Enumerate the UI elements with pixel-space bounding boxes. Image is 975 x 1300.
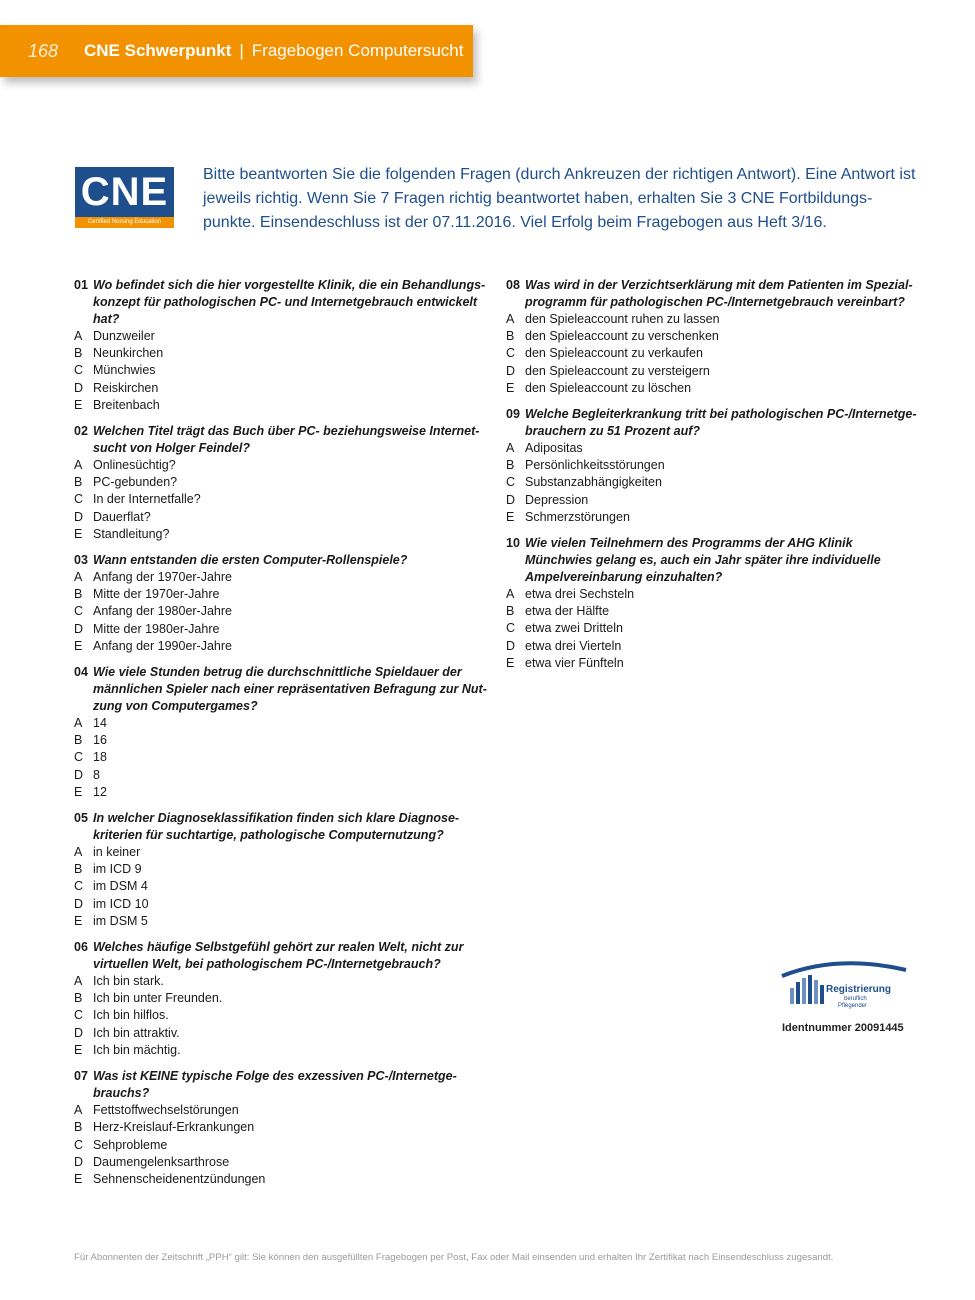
question-text: Wie vielen Teilnehmern des Programms der AHG Klinik Münchwies gelang es, auch ein Jahr später ihre individuelle Ampelvereinbarung einzuhalten? xyxy=(525,536,881,585)
answer-text: Ich bin attraktiv. xyxy=(93,1025,180,1040)
answer-letter: C xyxy=(506,621,516,636)
footer-note: Für Abonnenten der Zeitschrift „PPH“ gilt: Sie können den ausgefüllten Fragebogen per Post, Fax oder Mail einsenden und erhalten Ihr Zertifikat nach Einsendeschluss zugesandt. xyxy=(74,1252,834,1263)
question-05 xyxy=(74,810,489,930)
answer-option[interactable] xyxy=(74,457,489,474)
question-number: 09 xyxy=(506,407,520,422)
answer-text: Standleitung? xyxy=(93,526,170,541)
answer-letter: D xyxy=(506,492,516,507)
intro-text: Bitte beantworten Sie die folgenden Fragen (durch Ankreuzen der richtigen Antwort). Eine Antwort ist jeweils richtig. Wenn Sie 7 Fragen richtig beantwortet haben, erhalten Sie 3 CNE Fortbildungspunkte. Einsendeschluss ist der 07.11.2016. Viel Erfolg beim Fragebogen aus Heft 3/16. xyxy=(203,166,916,231)
answer-option[interactable] xyxy=(74,844,489,861)
question-header xyxy=(74,939,489,973)
answer-option[interactable] xyxy=(506,311,921,328)
answer-text: Dunzweiler xyxy=(93,329,155,343)
question-text: Wann entstanden die ersten Computer-Rollenspiele? xyxy=(93,553,408,568)
question-number: 06 xyxy=(74,940,88,955)
answer-option[interactable] xyxy=(506,363,921,380)
question-header xyxy=(74,277,489,328)
answer-text: den Spieleaccount zu löschen xyxy=(525,380,692,395)
answer-text: 16 xyxy=(93,733,107,748)
answer-letter: A xyxy=(506,441,515,456)
answer-letter: A xyxy=(506,312,515,326)
page-number: 168 xyxy=(28,40,59,61)
answer-letter: E xyxy=(74,1042,83,1057)
answer-text: den Spieleaccount ruhen zu lassen xyxy=(525,312,720,326)
answer-option[interactable] xyxy=(506,492,921,509)
answer-option[interactable] xyxy=(74,913,489,930)
answer-text: Anfang der 1990er-Jahre xyxy=(93,638,232,653)
answer-text: Ich bin unter Freunden. xyxy=(93,991,223,1006)
question-number: 05 xyxy=(74,811,88,826)
answer-text: Neunkirchen xyxy=(93,346,164,361)
answer-letter: C xyxy=(506,475,516,490)
answer-option[interactable] xyxy=(74,1171,489,1188)
answer-option[interactable] xyxy=(506,638,921,655)
answer-letter: D xyxy=(74,380,84,395)
question-number: 07 xyxy=(74,1069,88,1084)
question-number: 10 xyxy=(506,536,520,551)
answer-text: Herz-Kreislauf-Erkrankungen xyxy=(93,1120,255,1135)
answer-letter: A xyxy=(74,845,83,860)
registrierung-logo xyxy=(778,958,913,1013)
answer-text: Sehnenscheidenentzündungen xyxy=(93,1171,266,1186)
question-header xyxy=(74,423,489,457)
question-04 xyxy=(74,664,489,801)
identnummer-label: Identnummer 20091445 xyxy=(782,1022,904,1034)
question-header xyxy=(74,810,489,844)
answer-letter: E xyxy=(74,638,83,653)
answer-letter: C xyxy=(74,879,84,894)
answer-option[interactable] xyxy=(74,586,489,603)
answer-letter: E xyxy=(74,1171,83,1186)
answer-option[interactable] xyxy=(74,749,489,766)
answer-letter: C xyxy=(506,346,516,361)
answer-letter: B xyxy=(74,733,83,748)
answer-letter: E xyxy=(74,397,83,412)
question-header xyxy=(506,277,921,311)
question-06 xyxy=(74,939,489,1059)
question-header xyxy=(506,535,921,586)
answer-option[interactable] xyxy=(506,380,921,397)
answer-text: im DSM 4 xyxy=(93,879,148,894)
question-10 xyxy=(506,535,921,672)
answer-option[interactable] xyxy=(74,1137,489,1154)
question-text: Welches häufige Selbstgefühl gehört zur realen Welt, nicht zur virtuellen Welt, bei pathologischem PC-/Internetgebrauch? xyxy=(93,940,464,972)
answer-text: Onlinesüchtig? xyxy=(93,458,176,473)
section-title: CNE Schwerpunkt xyxy=(84,41,232,60)
question-07 xyxy=(74,1068,489,1188)
answer-text: Mitte der 1980er-Jahre xyxy=(93,621,220,636)
answer-text: Sehprobleme xyxy=(93,1137,168,1152)
answer-letter: C xyxy=(74,492,84,507)
question-header xyxy=(74,552,489,569)
answer-text: Ich bin stark. xyxy=(93,974,164,989)
answer-text: Persönlichkeitsstörungen xyxy=(525,458,665,473)
answer-option[interactable] xyxy=(74,878,489,895)
answer-text: Depression xyxy=(525,492,589,507)
header-subtitle: Fragebogen Computersucht xyxy=(251,41,464,60)
answer-letter: E xyxy=(74,784,83,799)
answer-text: in keiner xyxy=(93,845,141,860)
answer-option[interactable] xyxy=(506,457,921,474)
answer-option[interactable] xyxy=(74,1154,489,1171)
cne-logo-text: CNE xyxy=(80,170,169,214)
answer-option[interactable] xyxy=(74,1119,489,1136)
registrierung-logo-sub2: Pflegender xyxy=(838,1003,868,1009)
answer-option[interactable] xyxy=(74,861,489,878)
question-text: Wo befindet sich die hier vorgestellte Klinik, die ein Behandlungskonzept für pathologischen PC- und Internetgebrauch entwickelt hat? xyxy=(93,278,486,326)
answer-letter: A xyxy=(506,587,515,602)
question-number: 04 xyxy=(74,665,88,680)
answer-text: im DSM 5 xyxy=(93,913,148,928)
answer-option[interactable] xyxy=(74,491,489,508)
questions-left-column xyxy=(74,277,489,1197)
question-header xyxy=(74,1068,489,1102)
answer-option[interactable] xyxy=(74,603,489,620)
answer-option[interactable] xyxy=(506,509,921,526)
answer-letter: A xyxy=(74,329,83,343)
answer-option[interactable] xyxy=(74,1007,489,1024)
answer-letter: D xyxy=(74,1154,84,1169)
answer-text: Schmerzstörungen xyxy=(525,509,630,524)
answer-letter: D xyxy=(74,1025,84,1040)
questions-right-column xyxy=(506,277,921,681)
registrierung-logo-text: Registrierung xyxy=(826,984,892,995)
question-text: Was wird in der Verzichtserklärung mit dem Patienten im Spezialprogramm für pathologischen PC-/Internetgebrauch vereinbart? xyxy=(525,278,913,309)
answer-text: 8 xyxy=(93,767,100,782)
question-01 xyxy=(74,277,489,414)
answer-letter: C xyxy=(74,750,84,765)
answer-option[interactable] xyxy=(506,345,921,362)
answer-letter: B xyxy=(506,329,515,344)
answer-text: etwa zwei Dritteln xyxy=(525,621,623,636)
question-03 xyxy=(74,552,489,655)
answer-letter: D xyxy=(74,509,84,524)
answer-text: Ich bin hilflos. xyxy=(93,1008,169,1023)
answer-option[interactable] xyxy=(74,569,489,586)
answer-option[interactable] xyxy=(74,397,489,414)
answer-text: etwa vier Fünfteln xyxy=(525,655,624,670)
registrierung-logo-sub1: beruflich xyxy=(844,996,867,1002)
answer-option[interactable] xyxy=(74,767,489,784)
answer-option[interactable] xyxy=(74,380,489,397)
answer-option[interactable] xyxy=(74,509,489,526)
answer-text: Dauerflat? xyxy=(93,509,151,524)
answer-option[interactable] xyxy=(506,655,921,672)
answer-text: im ICD 9 xyxy=(93,862,142,877)
answer-text: Fettstoffwechselstörungen xyxy=(93,1103,239,1118)
answer-letter: C xyxy=(74,1137,84,1152)
answer-option[interactable] xyxy=(74,328,489,345)
answer-option[interactable] xyxy=(506,474,921,491)
question-header xyxy=(74,664,489,715)
answer-text: etwa drei Vierteln xyxy=(525,638,622,653)
answer-option[interactable] xyxy=(506,603,921,620)
answer-text: 12 xyxy=(93,784,107,799)
answer-letter: C xyxy=(74,363,84,378)
answer-letter: A xyxy=(74,570,83,585)
answer-option[interactable] xyxy=(74,973,489,990)
answer-text: den Spieleaccount zu verschenken xyxy=(525,329,719,344)
answer-text: 18 xyxy=(93,750,107,765)
answer-letter: D xyxy=(74,896,84,911)
answer-text: etwa drei Sechsteln xyxy=(525,587,635,602)
answer-option[interactable] xyxy=(74,1042,489,1059)
answer-text: Anfang der 1970er-Jahre xyxy=(93,570,232,585)
answer-letter: D xyxy=(74,767,84,782)
question-text: Was ist KEINE typische Folge des exzessiven PC-/Internetgebrauchs? xyxy=(93,1069,457,1101)
answer-text: Anfang der 1980er-Jahre xyxy=(93,604,232,619)
answer-letter: B xyxy=(74,587,83,602)
answer-text: im ICD 10 xyxy=(93,896,149,911)
question-number: 01 xyxy=(74,278,88,292)
answer-option[interactable] xyxy=(506,620,921,637)
header-separator: | xyxy=(239,41,244,60)
answer-option[interactable] xyxy=(74,715,489,732)
answer-text: Breitenbach xyxy=(93,397,160,412)
answer-option[interactable] xyxy=(74,345,489,362)
question-02 xyxy=(74,423,489,543)
answer-letter: B xyxy=(74,862,83,877)
answer-letter: B xyxy=(74,991,83,1006)
answer-text: Mitte der 1970er-Jahre xyxy=(93,587,220,602)
answer-letter: A xyxy=(74,458,83,473)
question-08 xyxy=(506,277,921,397)
answer-letter: A xyxy=(74,716,83,731)
answer-option[interactable] xyxy=(74,990,489,1007)
page-header xyxy=(0,25,473,77)
answer-text: Substanzabhängigkeiten xyxy=(525,475,662,490)
answer-letter: C xyxy=(74,604,84,619)
answer-option[interactable] xyxy=(74,896,489,913)
answer-option[interactable] xyxy=(74,732,489,749)
answer-text: Münchwies xyxy=(93,363,156,378)
answer-letter: C xyxy=(74,1008,84,1023)
answer-option[interactable] xyxy=(506,440,921,457)
answer-letter: E xyxy=(74,913,83,928)
question-number: 03 xyxy=(74,553,88,568)
cne-logo-caption: Certified Nursing Education xyxy=(87,219,162,225)
answer-option[interactable] xyxy=(74,1025,489,1042)
answer-option[interactable] xyxy=(74,474,489,491)
question-text: Welche Begleiterkrankung tritt bei pathologischen PC-/Internetgebrauchern zu 51 Prozent auf? xyxy=(525,407,917,439)
answer-text: etwa der Hälfte xyxy=(525,604,610,619)
answer-letter: D xyxy=(506,638,516,653)
answer-text: In der Internetfalle? xyxy=(93,492,201,507)
answer-letter: A xyxy=(74,1103,83,1118)
answer-letter: E xyxy=(506,655,515,670)
answer-option[interactable] xyxy=(506,586,921,603)
answer-option[interactable] xyxy=(74,638,489,655)
answer-text: Adipositas xyxy=(525,441,583,456)
answer-option[interactable] xyxy=(74,1102,489,1119)
answer-letter: E xyxy=(74,526,83,541)
answer-text: PC-gebunden? xyxy=(93,475,178,490)
answer-letter: B xyxy=(506,458,515,473)
answer-letter: E xyxy=(506,380,515,395)
answer-text: den Spieleaccount zu verkaufen xyxy=(525,346,703,361)
answer-text: Reiskirchen xyxy=(93,380,159,395)
answer-letter: E xyxy=(506,509,515,524)
answer-option[interactable] xyxy=(506,328,921,345)
answer-text: Daumengelenksarthrose xyxy=(93,1154,230,1169)
answer-letter: B xyxy=(74,1120,83,1135)
answer-letter: B xyxy=(506,604,515,619)
question-text: Wie viele Stunden betrug die durchschnittliche Spieldauer der männlichen Spieler nach einer repräsentativen Befragung zur Nutzung von Computergames? xyxy=(93,665,487,714)
answer-option[interactable] xyxy=(74,526,489,543)
question-09 xyxy=(506,406,921,526)
answer-letter: D xyxy=(506,363,516,378)
answer-text: den Spieleaccount zu versteigern xyxy=(525,363,710,378)
answer-letter: A xyxy=(74,974,83,989)
answer-option[interactable] xyxy=(74,621,489,638)
answer-letter: B xyxy=(74,475,83,490)
answer-option[interactable] xyxy=(74,362,489,379)
answer-option[interactable] xyxy=(74,784,489,801)
cne-logo xyxy=(75,167,174,228)
answer-text: Ich bin mächtig. xyxy=(93,1042,181,1057)
question-header xyxy=(506,406,921,440)
question-text: In welcher Diagnoseklassifikation finden sich klare Diagnosekriterien für suchtartige, pathologische Computernutzung? xyxy=(93,811,460,843)
question-text: Welchen Titel trägt das Buch über PC- beziehungsweise Internetsucht von Holger Feindel? xyxy=(93,424,480,456)
answer-letter: B xyxy=(74,346,83,361)
answer-letter: D xyxy=(74,621,84,636)
question-number: 08 xyxy=(506,278,520,292)
question-number: 02 xyxy=(74,424,88,439)
answer-text: 14 xyxy=(93,716,107,731)
